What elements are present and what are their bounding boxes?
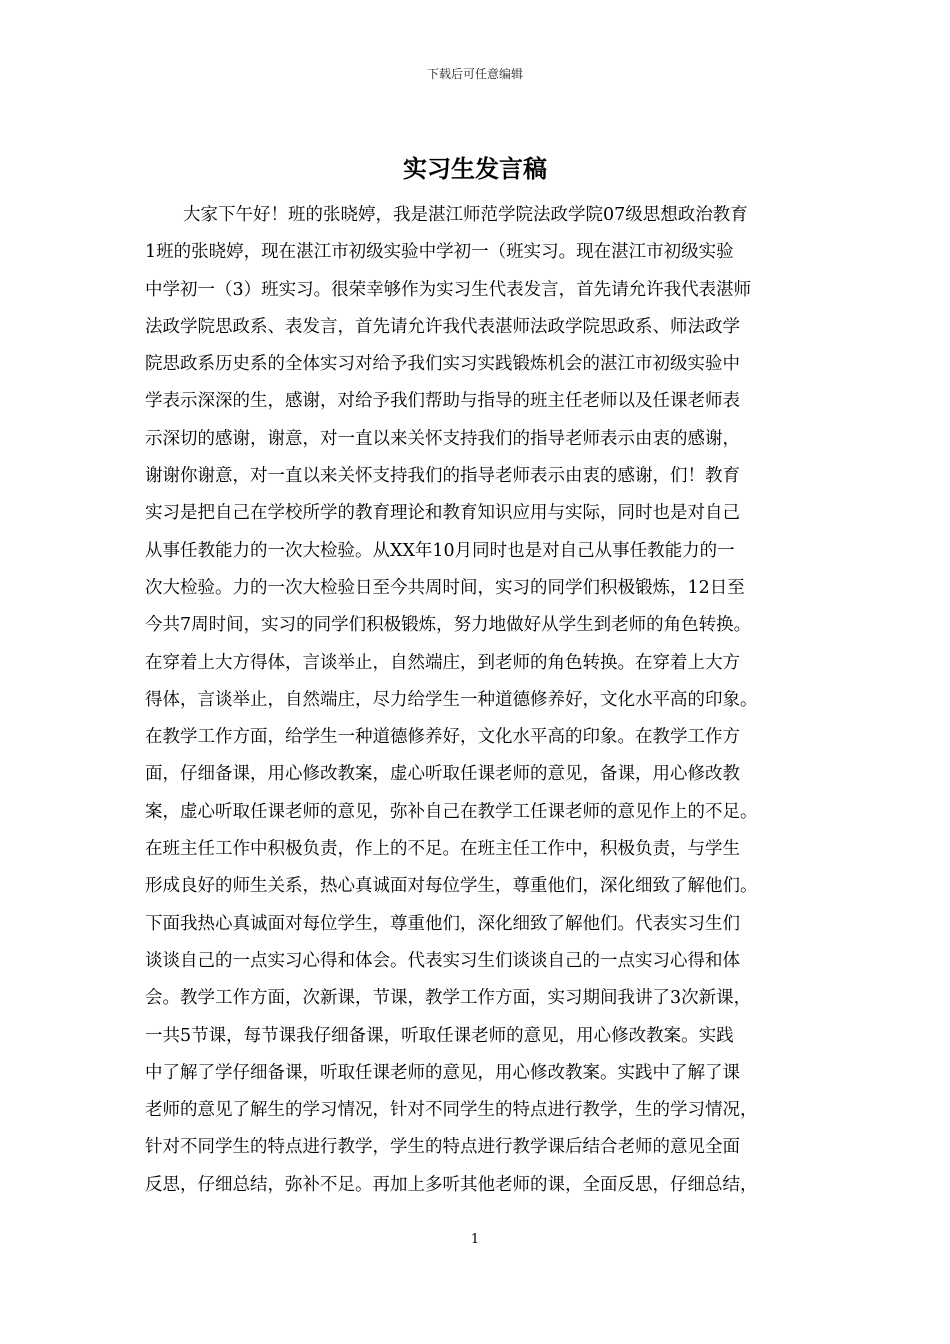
body-line: 中了解了学仔细备课，听取任课老师的意见，用心修改教案。实践中了解了课	[145, 1062, 740, 1083]
body-line: 下面我热心真诚面对每位学生，尊重他们，深化细致了解他们。代表实习生们	[145, 913, 740, 934]
body-line: 在班主任工作中积极负责，作上的不足。在班主任工作中，积极负责，与学生	[145, 839, 740, 860]
body-line: 实习是把自己在学校所学的教育理论和教育知识应用与实际，同时也是对自己	[145, 503, 740, 524]
body-line: 案，虚心听取任课老师的意见，弥补自己在教学工任课老师的意见作上的不足。	[145, 801, 758, 822]
page-number: 1	[470, 1232, 480, 1247]
body-line: 院思政系历史系的全体实习对给予我们实习实践锻炼机会的湛江市初级实验中	[145, 354, 740, 375]
body-line: 今共7周时间，实习的同学们积极锻炼，努力地做好从学生到老师的角色转换。	[145, 615, 752, 636]
body-line: 谢谢你谢意，对一直以来关怀支持我们的指导老师表示由衷的感谢，们！教育	[145, 466, 740, 487]
body-line: 一共5节课，每节课我仔细备课，听取任课老师的意见，用心修改教案。实践	[145, 1025, 734, 1046]
body-line: 面，仔细备课，用心修改教案，虚心听取任课老师的意见，备课，用心修改教	[145, 764, 740, 785]
body-line: 针对不同学生的特点进行教学，学生的特点进行教学课后结合老师的意见全面	[145, 1137, 740, 1158]
body-line: 谈谈自己的一点实习心得和体会。代表实习生们谈谈自己的一点实习心得和体	[145, 950, 740, 971]
body-line: 次大检验。力的一次大检验日至今共周时间，实习的同学们积极锻炼，12日至	[145, 577, 745, 598]
body-line: 中学初一（3）班实习。很荣幸够作为实习生代表发言，首先请允许我代表湛师	[145, 279, 752, 300]
body-line: 在教学工作方面，给学生一种道德修养好，文化水平高的印象。在教学工作方	[145, 727, 740, 748]
body-line: 老师的意见了解生的学习情况，针对不同学生的特点进行教学，生的学习情况，	[145, 1100, 758, 1121]
body-line: 形成良好的师生关系，热心真诚面对每位学生，尊重他们，深化细致了解他们。	[145, 876, 758, 897]
body-line: 从事任教能力的一次大检验。从XX年10月同时也是对自己从事任教能力的一	[145, 540, 735, 561]
body-line: 在穿着上大方得体，言谈举止，自然端庄，到老师的角色转换。在穿着上大方	[145, 652, 740, 673]
body-line: 得体，言谈举止，自然端庄，尽力给学生一种道德修养好，文化水平高的印象。	[145, 689, 758, 710]
page-header: 下载后可任意编辑	[426, 67, 523, 81]
body-line: 示深切的感谢，谢意，对一直以来关怀支持我们的指导老师表示由衷的感谢，	[145, 428, 740, 449]
document-body	[145, 197, 815, 1204]
body-line: 反思，仔细总结，弥补不足。再加上多听其他老师的课，全面反思，仔细总结，	[145, 1174, 758, 1195]
body-line: 大家下午好！班的张晓婷，我是湛江师范学院法政学院07级思想政治教育	[183, 205, 748, 225]
body-line: 会。教学工作方面，次新课，节课，教学工作方面，实习期间我讲了3次新课，	[145, 988, 752, 1009]
document-title: 实习生发言稿	[403, 154, 547, 183]
body-line: 法政学院思政系、表发言，首先请允许我代表湛师法政学院思政系、师法政学	[145, 316, 740, 337]
body-line: 学表示深深的生，感谢，对给予我们帮助与指导的班主任老师以及任课老师表	[145, 391, 740, 412]
body-line: 1班的张晓婷，现在湛江市初级实验中学初一（班实习。现在湛江市初级实验	[145, 242, 734, 263]
